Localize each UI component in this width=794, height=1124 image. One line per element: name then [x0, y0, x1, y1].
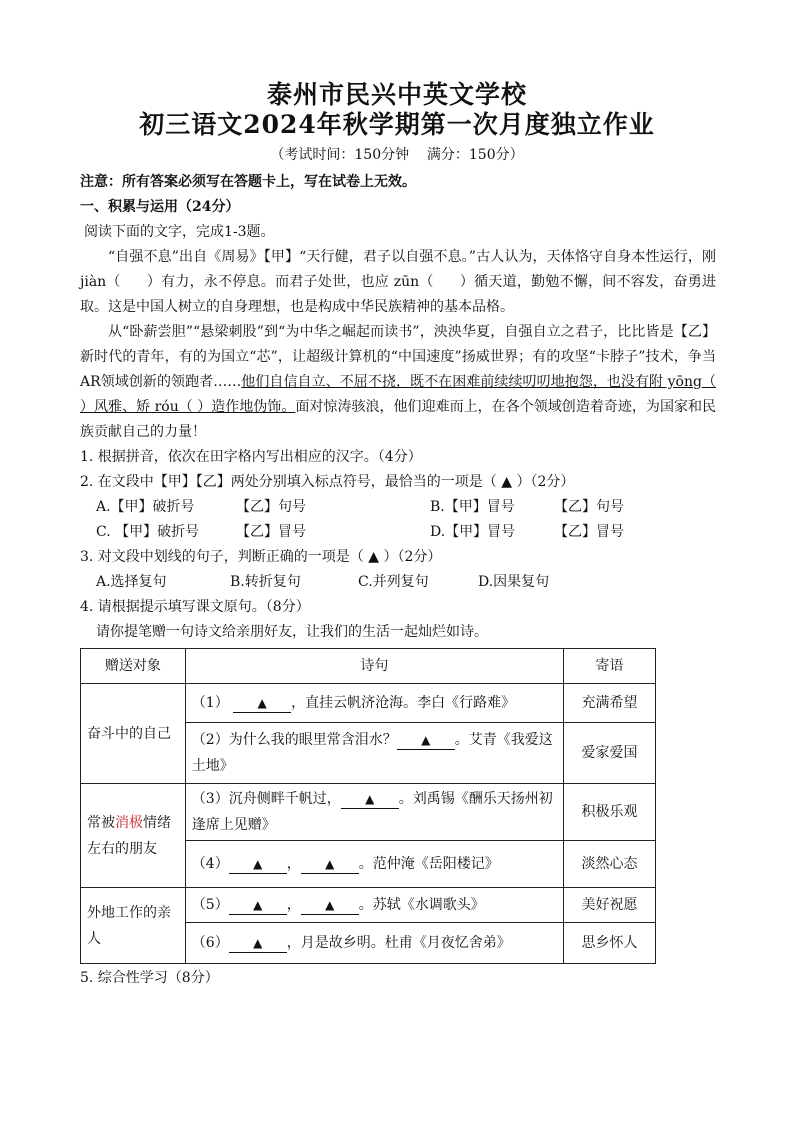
passage-paragraph-1: “自强不息”出自《周易》【甲】“天行健，君子以自强不息。”古人认为，天体恪守自身本性运行，刚 jiàn（ ）有力，永不停息。而君子处世，也应 zūn（ ）循天道，勤勉不懈，间不容发，奋勇进取。这是中国人树立的自身理想，也是构成中华民族精神的基本品格。	[80, 249, 717, 315]
answer-blank[interactable]: ▲	[341, 790, 399, 809]
recipient-cell: 外地工作的亲人	[81, 888, 186, 964]
reading-intro: 阅读下面的文字，完成1-3题。	[84, 224, 275, 240]
table-row: 外地工作的亲人 （5） ▲ ， ▲ 。苏轼《水调歌头》 美好祝愿	[81, 888, 656, 923]
verse-cell: （4） ▲ ， ▲ 。范仲淹《岳阳楼记》	[185, 841, 563, 888]
exam-title: 初三语文2024年秋学期第一次月度独立作业	[139, 110, 655, 139]
question-1: 1. 根据拼音，依次在田字格内写出相应的汉字。（4分）	[80, 449, 422, 465]
question-5: 5. 综合性学习（8分）	[80, 970, 219, 986]
verse-cell: （6） ▲ ，月是故乡明。杜甫《月夜忆舍弟》	[185, 923, 563, 964]
poem-table	[80, 648, 656, 964]
verse-cell: （2）为什么我的眼里常含泪水？ ▲ 。艾青《我爱这土地》	[185, 723, 563, 784]
school-name: 泰州市民兴中英文学校	[266, 80, 527, 109]
answer-blank[interactable]: ▲	[397, 731, 455, 750]
answer-blank[interactable]: ▲	[229, 855, 287, 874]
answer-blank[interactable]: ▲	[301, 896, 359, 915]
highlighted-word: 消极	[115, 814, 143, 831]
table-header-row: 赠送对象 诗句 寄语	[81, 649, 656, 684]
table-row: （4） ▲ ， ▲ 。范仲淹《岳阳楼记》 淡然心态	[81, 841, 656, 888]
verse-cell: （1） ▲ ，直挂云帆济沧海。李白《行路难》	[185, 684, 563, 723]
exam-info: （考试时间：150分钟 满分：150分）	[270, 147, 524, 163]
passage-paragraph-2: 从“卧薪尝胆”“悬梁刺股”到“为中华之崛起而读书”，泱泱华夏，自强自立之君子，比比皆是【乙】新时代的青年，有的为国立“芯”，让超级计算机的“中国速度”扬威世界；有的攻坚“卡脖子”技术，争当AR领域创新的领跑者……他们自信自立、不屈不挠，既不在困难前续续叨叨地抱怨，也没有附 yōng（ ）风雅、矫 róu（ ）造作地伪饰。面对惊涛骇浪，他们迎难而上，在各个领域创造着奇迹，为国家和民族贡献自己的力量！	[80, 324, 717, 440]
verse-cell: （5） ▲ ， ▲ 。苏轼《水调歌头》	[185, 888, 563, 923]
question-3-options: A.选择复句 B.转折复句 C.并列复句 D.因果复句	[96, 574, 550, 590]
underlined-sentence: 他们自信自立、不屈不挠，既不在困难前续续叨叨地抱怨，也没有附 yōng（ ）风雅、矫 róu（ ）造作地伪饰。	[80, 374, 717, 415]
table-row: 奋斗中的自己 （1） ▲ ，直挂云帆济沧海。李白《行路难》 充满希望	[81, 684, 656, 723]
question-4: 4. 请根据提示填写课文原句。（8分）	[80, 599, 310, 615]
option-row: A.【甲】破折号 【乙】句号 B.【甲】冒号 【乙】句号	[96, 499, 624, 515]
question-4-intro: 请你提笔赠一句诗文给亲朋好友，让我们的生活一起灿烂如诗。	[96, 624, 488, 640]
answer-blank[interactable]: ▲	[301, 855, 359, 874]
option-row: C. 【甲】破折号 【乙】冒号 D.【甲】冒号 【乙】冒号	[96, 524, 624, 540]
answer-blank[interactable]: ▲	[229, 934, 287, 953]
recipient-cell: 常被消极情绪左右的朋友	[81, 784, 186, 888]
notice: 注意：所有答案必须写在答题卡上，写在试卷上无效。	[80, 174, 416, 190]
verse-cell: （3）沉舟侧畔千帆过， ▲ 。刘禹锡《酬乐天扬州初逢席上见赠》	[185, 784, 563, 841]
question-2-options	[80, 495, 716, 545]
question-2: 2. 在文段中【甲】【乙】两处分别填入标点符号，最恰当的一项是（ ▲ ）（2分）	[80, 474, 575, 490]
recipient-cell: 奋斗中的自己	[81, 684, 186, 784]
table-row: （2）为什么我的眼里常含泪水？ ▲ 。艾青《我爱这土地》 爱家爱国	[81, 723, 656, 784]
table-row: 常被消极情绪左右的朋友 （3）沉舟侧畔千帆过， ▲ 。刘禹锡《酬乐天扬州初逢席上见赠》 积极乐观	[81, 784, 656, 841]
question-3: 3. 对文段中划线的句子，判断正确的一项是（ ▲ ）（2分）	[80, 549, 442, 565]
answer-blank[interactable]: ▲	[233, 694, 291, 713]
section-title: 一、积累与运用（24分）	[80, 199, 240, 215]
table-row: （6） ▲ ，月是故乡明。杜甫《月夜忆舍弟》 思乡怀人	[81, 923, 656, 964]
answer-blank[interactable]: ▲	[229, 896, 287, 915]
